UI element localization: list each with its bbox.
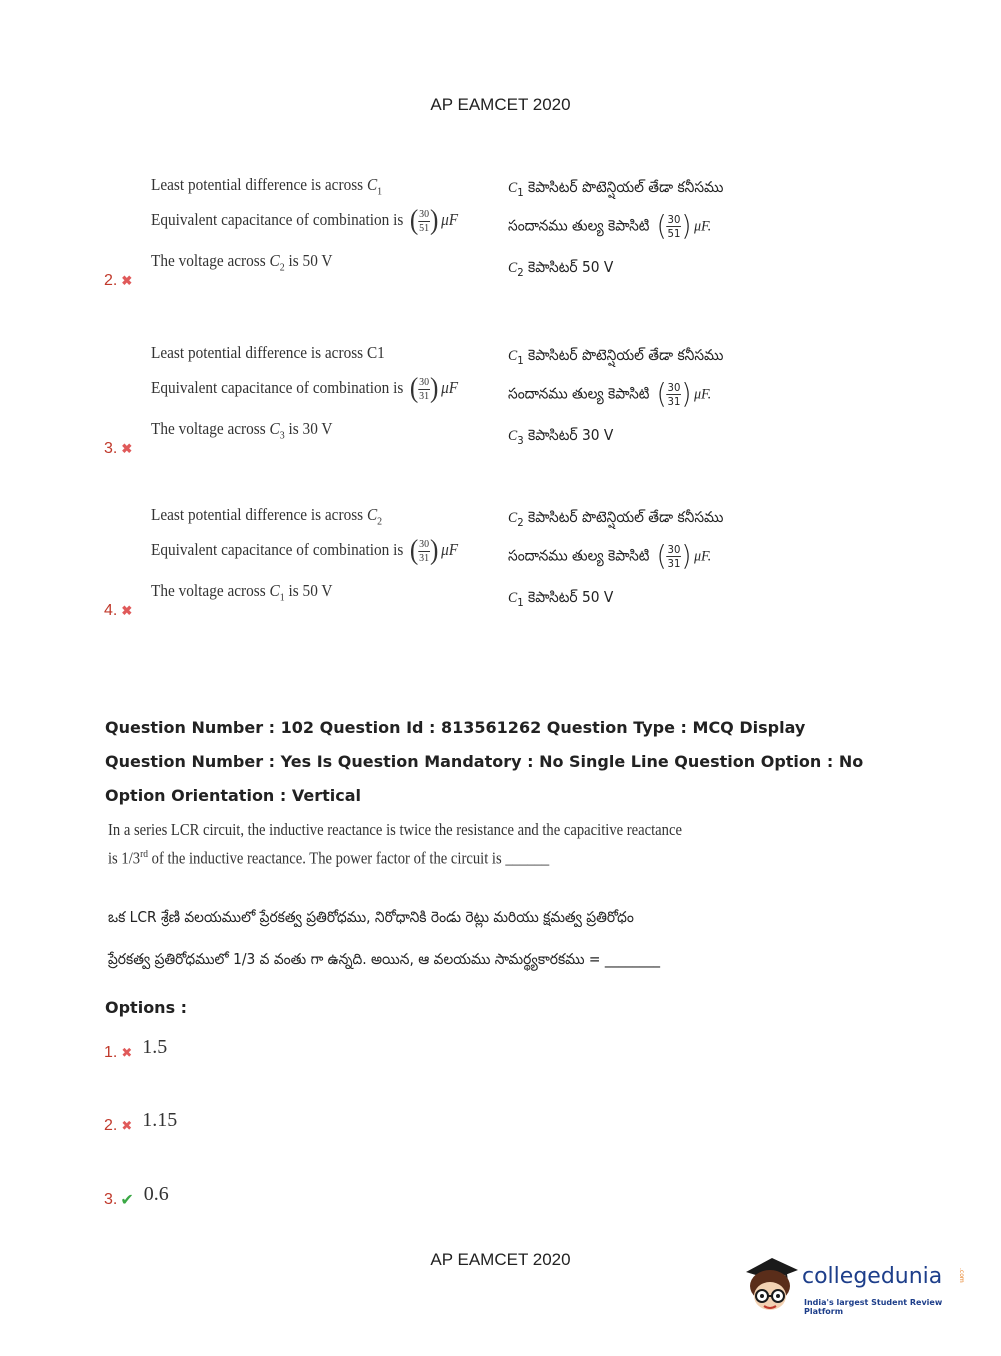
option-number-text: 2. <box>104 1117 118 1134</box>
answer-option[interactable] <box>104 1032 167 1062</box>
check-icon: ✔ <box>120 1192 134 1209</box>
answer-option[interactable] <box>104 1178 169 1210</box>
option-telugu-line1: $C_2$ కెపాసిటర్ పొటెన్షియల్ తేడా కనీసము <box>508 508 724 529</box>
cross-icon: ✖ <box>121 441 133 456</box>
option-value: 0.6 <box>143 1182 169 1205</box>
option-number-text: 2. <box>104 272 118 289</box>
page-header-title: AP EAMCET 2020 <box>430 95 571 114</box>
logo-tagline: India's largest Student Review Platform <box>804 1298 943 1316</box>
option-english-line2: Equivalent capacitance of combination is ( $\frac{30}{51}$ ) μF <box>151 205 459 236</box>
fraction: ( $\frac{30}{31}$ ) <box>656 539 692 572</box>
option-english-line1: Least potential difference is across C1 <box>151 343 385 362</box>
question-text-english-line2: is 1/3rd of the inductive reactance. The power factor of the circuit is ______ <box>108 848 550 868</box>
option-number <box>104 440 132 458</box>
mascot-icon <box>742 1250 800 1316</box>
options-label: Options : <box>105 998 188 1017</box>
option-telugu-line1: $C_1$ కెపాసిటర్ పొటెన్షియల్ తేడా కనీసము <box>508 346 724 367</box>
fraction: ( $\frac{30}{51}$ ) <box>656 209 692 242</box>
option-number-text: 3. <box>104 1191 118 1208</box>
cross-icon: ✖ <box>121 1118 133 1133</box>
question-text-telugu-line1: ఒక LCR శ్రేణి వలయములో ప్రేరకత్వ ప్రతిరోధము, నిరోధానికి రెండు రెట్లు మరియు క్షమత్వ ప్రతిరోధం <box>108 908 634 926</box>
option-number-text: 1. <box>104 1044 118 1061</box>
option-value: 1.15 <box>142 1108 178 1131</box>
option-number <box>104 272 132 290</box>
logo-text: collegedunia <box>802 1264 943 1289</box>
cross-icon: ✖ <box>121 273 133 288</box>
option-english-line3: The voltage across $C_2$ is 50 V <box>151 251 333 274</box>
option-telugu-line2: సందానము తుల్య కెపాసిటి ( $\frac{30}{31}$ ) μF. <box>508 377 712 410</box>
fraction: ( $\frac{30}{51}$ ) <box>409 205 439 236</box>
option-number-text: 4. <box>104 602 118 619</box>
fraction: ( $\frac{30}{31}$ ) <box>409 535 439 566</box>
option-telugu-line2: సందానము తుల్య కెపాసిటి ( $\frac{30}{51}$ ) μF. <box>508 209 712 242</box>
option-telugu-line3: $C_3$ కెపాసిటర్ 30 V <box>508 426 614 447</box>
option-telugu-line3: $C_1$ కెపాసిటర్ 50 V <box>508 588 614 609</box>
answer-option[interactable] <box>104 1105 177 1135</box>
option-english-line1: Least potential difference is across $C_2$ <box>151 505 383 528</box>
question-text-english-line1: In a series LCR circuit, the inductive reactance is twice the resistance and the capacitive reactance <box>108 820 682 839</box>
collegedunia-logo <box>742 1250 967 1320</box>
option-number <box>104 602 132 620</box>
logo-com: .com <box>958 1268 965 1283</box>
fraction: ( $\frac{30}{31}$ ) <box>656 377 692 410</box>
page-footer-title: AP EAMCET 2020 <box>430 1250 571 1269</box>
option-english-line3: The voltage across $C_1$ is 50 V <box>151 581 333 604</box>
question-text-telugu-line2: ప్రేరకత్వ ప్రతిరోధములో 1/3 వ వంతు గా ఉన్నది. అయిన, ఆ వలయము సామర్థ్యకారకము = ________ <box>108 950 661 968</box>
question-metadata: Question Number : 102 Question Id : 813561262 Question Type : MCQ Display Question Number : Yes Is Question Mandatory : No Single Line Question Option : No Option Orientation : Vertical <box>105 718 864 805</box>
cross-icon: ✖ <box>121 603 133 618</box>
cross-icon: ✖ <box>121 1045 133 1060</box>
option-number-text: 3. <box>104 440 118 457</box>
option-english-line2: Equivalent capacitance of combination is ( $\frac{30}{31}$ ) μF <box>151 535 459 566</box>
option-value: 1.5 <box>142 1035 168 1058</box>
option-telugu-line3: $C_2$ కెపాసిటర్ 50 V <box>508 258 614 279</box>
fraction: ( $\frac{30}{31}$ ) <box>409 373 439 404</box>
option-telugu-line2: సందానము తుల్య కెపాసిటి ( $\frac{30}{31}$ ) μF. <box>508 539 712 572</box>
option-english-line2: Equivalent capacitance of combination is ( $\frac{30}{31}$ ) μF <box>151 373 459 404</box>
option-english-line3: The voltage across $C_3$ is 30 V <box>151 419 333 442</box>
option-english-line1: Least potential difference is across $C_1$ <box>151 175 383 198</box>
option-telugu-line1: $C_1$ కెపాసిటర్ పొటెన్షియల్ తేడా కనీసము <box>508 178 724 199</box>
